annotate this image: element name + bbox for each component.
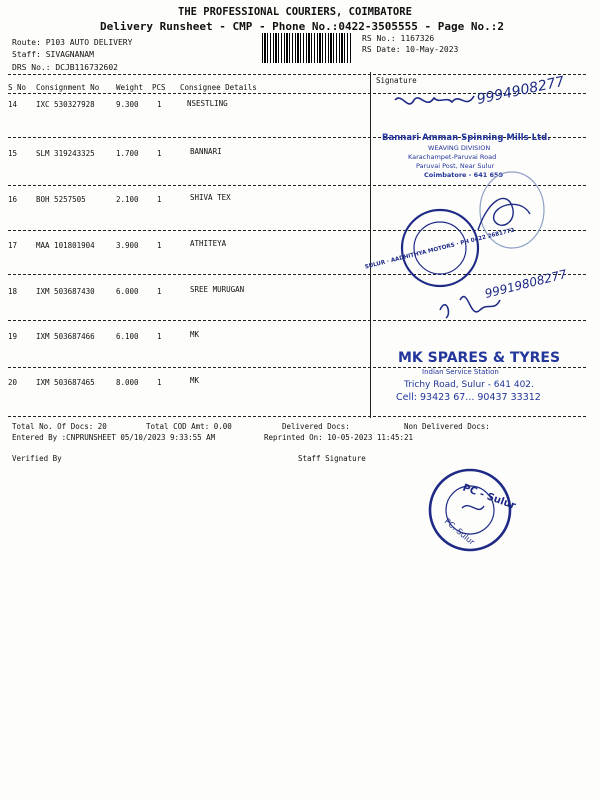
row-pcs: 1 bbox=[157, 332, 162, 341]
drs-number bbox=[12, 63, 118, 72]
row-sno: 20 bbox=[8, 378, 18, 387]
rs-number: RS No.: 1167326 bbox=[362, 34, 435, 43]
row-pcs: 1 bbox=[157, 241, 162, 250]
route-label: Route: P103 AUTO DELIVERY bbox=[12, 38, 133, 47]
handwritten-number: 9994908277 bbox=[475, 73, 566, 108]
faint-oval-stamp bbox=[480, 172, 544, 248]
row-consignee: SREE MURUGAN bbox=[190, 285, 245, 294]
delivered-docs: Delivered Docs: bbox=[282, 422, 350, 431]
row-sno: 18 bbox=[8, 287, 18, 296]
row-consignee: MK bbox=[190, 330, 200, 339]
col-pcs: PCS bbox=[152, 83, 166, 92]
col-weight: Weight bbox=[116, 83, 144, 92]
row-consignment: IXM 503687466 bbox=[36, 332, 95, 341]
row-consignee: SHIVA TEX bbox=[190, 193, 231, 202]
drs-value: DCJB116732602 bbox=[55, 63, 118, 72]
aadhithya-seal-text: SULUR · AADHITHYA MOTORS · PH 0422 2681772 bbox=[364, 227, 516, 271]
row-rule bbox=[8, 367, 586, 368]
signature-scribble-row16 bbox=[478, 198, 530, 230]
reprinted-on: Reprinted On: 10-05-2023 11:45:21 bbox=[264, 433, 414, 442]
bannari-stamp-name: Bannari Amman Spinning Mills Ltd. bbox=[382, 133, 551, 143]
staff-signature-label: Staff Signature bbox=[298, 454, 366, 463]
row-sno: 17 bbox=[8, 241, 18, 250]
row-sno: 19 bbox=[8, 332, 18, 341]
non-delivered-docs: Non Delivered Docs: bbox=[404, 422, 490, 431]
verified-by: Verified By bbox=[12, 454, 62, 463]
mk-stamp-addr2: Trichy Road, Sulur - 641 402. bbox=[404, 380, 534, 390]
row-consignment: IXC 530327928 bbox=[36, 100, 95, 109]
row-consignee: BANNARI bbox=[190, 147, 222, 156]
col-signature: Signature bbox=[376, 76, 417, 85]
pc-seal-signature bbox=[462, 506, 484, 510]
row-rule bbox=[8, 185, 586, 186]
row-consignment: BOH 5257505 bbox=[36, 195, 86, 204]
barcode bbox=[262, 33, 352, 63]
mk-stamp-name: MK SPARES & TYRES bbox=[398, 350, 561, 366]
row-consignment: MAA 101801904 bbox=[36, 241, 95, 250]
row-consignment: IXM 503687465 bbox=[36, 378, 95, 387]
row-rule bbox=[8, 137, 586, 138]
row-pcs: 1 bbox=[157, 149, 162, 158]
mk-stamp-addr1: Indian Service Station bbox=[422, 368, 499, 376]
total-docs: Total No. Of Docs: 20 bbox=[12, 422, 107, 431]
runsheet-subtitle: Delivery Runsheet - CMP - Phone No.:0422-3505555 - Page No.:2 bbox=[100, 20, 504, 33]
row-consignee: MK bbox=[190, 376, 200, 385]
row-weight: 6.100 bbox=[116, 332, 139, 341]
row-sno: 14 bbox=[8, 100, 18, 109]
row-weight: 2.100 bbox=[116, 195, 139, 204]
handwritten-number-row18: 99919808277 bbox=[483, 267, 569, 301]
table-bottom-rule bbox=[8, 416, 586, 417]
row-weight: 9.300 bbox=[116, 100, 139, 109]
row-pcs: 1 bbox=[157, 378, 162, 387]
row-rule bbox=[8, 230, 586, 231]
col-consignment: Consignment No bbox=[36, 83, 100, 92]
bannari-stamp-addr1: Karachampet-Paruvai Road bbox=[408, 153, 497, 161]
company-title: THE PROFESSIONAL COURIERS, COIMBATORE bbox=[178, 6, 412, 18]
row-pcs: 1 bbox=[157, 287, 162, 296]
row-weight: 1.700 bbox=[116, 149, 139, 158]
pc-seal-bottom-text: PC. Sulur bbox=[442, 516, 477, 547]
mk-stamp-phone: Cell: 93423 67... 90437 33312 bbox=[396, 392, 541, 403]
table-header-rule bbox=[8, 93, 586, 94]
row-sno: 16 bbox=[8, 195, 18, 204]
row-consignee: NSESTLING bbox=[187, 99, 228, 108]
pc-seal-top-text: PC - Sulur bbox=[460, 482, 517, 512]
row-pcs: 1 bbox=[157, 100, 162, 109]
row-rule bbox=[8, 320, 586, 321]
row-pcs: 1 bbox=[157, 195, 162, 204]
bannari-stamp-addr2: Paruvai Post, Near Sulur bbox=[416, 162, 495, 170]
row-consignment: SLM 319243325 bbox=[36, 149, 95, 158]
row-consignment: IXM 503687430 bbox=[36, 287, 95, 296]
row-consignee: ATHITEYA bbox=[190, 239, 227, 248]
row-rule bbox=[8, 274, 586, 275]
col-sno: S No bbox=[8, 83, 27, 92]
total-cod: Total COD Amt: 0.00 bbox=[146, 422, 232, 431]
handwritten-signature-row14 bbox=[395, 96, 474, 104]
row-weight: 3.900 bbox=[116, 241, 139, 250]
bannari-stamp-division: WEAVING DIVISION bbox=[428, 144, 491, 152]
staff-label: Staff: SIVAGNANAM bbox=[12, 50, 94, 59]
rs-date: RS Date: 10-May-2023 bbox=[362, 45, 459, 54]
pc-sulur-seal bbox=[430, 470, 510, 550]
row-sno: 15 bbox=[8, 149, 18, 158]
row-weight: 8.000 bbox=[116, 378, 139, 387]
table-top-rule bbox=[8, 74, 586, 75]
drs-label: DRS No.: bbox=[12, 63, 51, 72]
row-weight: 6.000 bbox=[116, 287, 139, 296]
entered-by: Entered By :CNPRUNSHEET 05/10/2023 9:33:55 AM bbox=[12, 433, 216, 442]
col-consignee: Consignee Details bbox=[180, 83, 257, 92]
bannari-stamp-addr3: Coimbatore - 641 659 bbox=[424, 171, 504, 179]
handwritten-signature-row18 bbox=[440, 297, 500, 318]
